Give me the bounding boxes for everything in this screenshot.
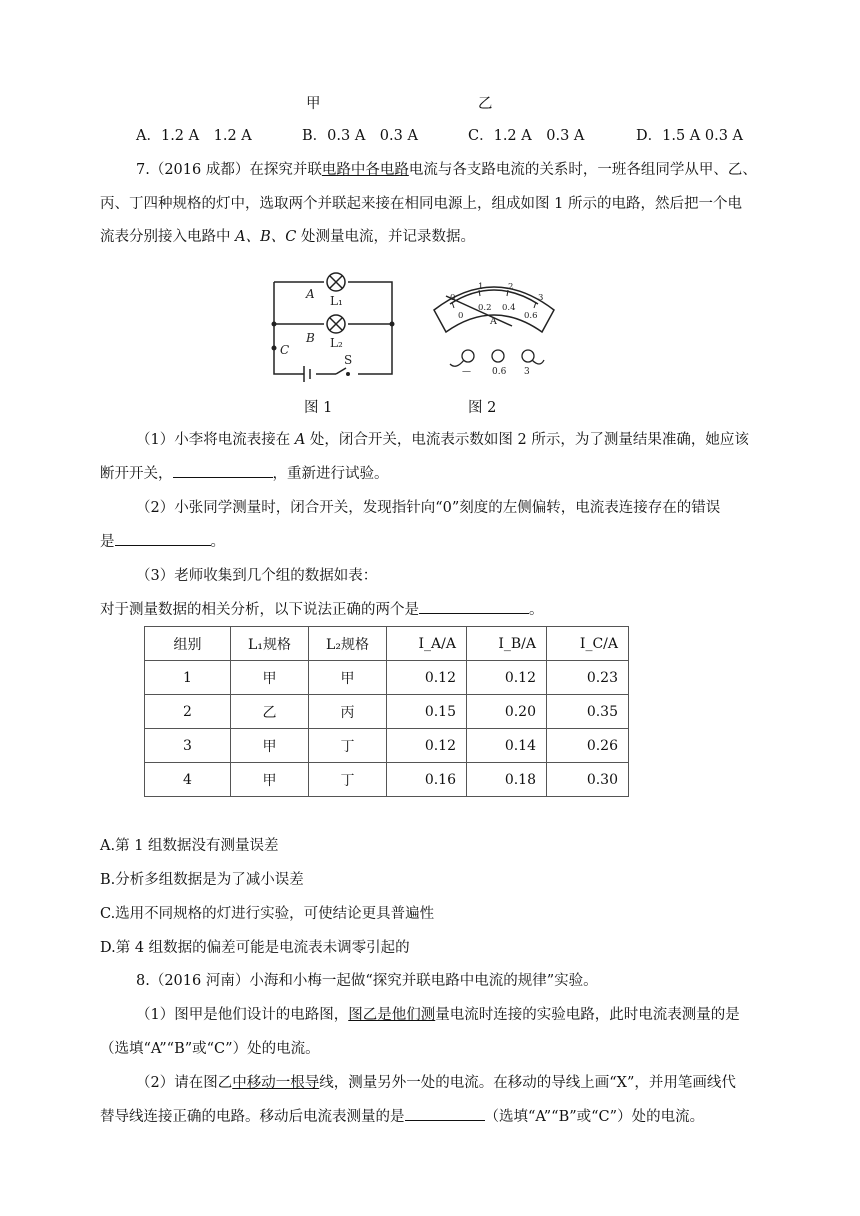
table-cell: 4	[145, 763, 231, 797]
table-cell: 丙	[309, 695, 387, 729]
fig2-scale-bottom-1: 0.2	[478, 303, 492, 313]
fig1-label-B: B	[306, 331, 315, 345]
q7-part1-line1: （1）小李将电流表接在 A 处，闭合开关，电流表示数如图 2 所示，为了测量结果准确，她应该	[136, 432, 749, 448]
q7-stem-line2: 丙、丁四种规格的灯中，选取两个并联起来接在相同电源上，组成如图 1 所示的电路，然后把一个电	[100, 196, 742, 212]
q8-stem: 8.（2016 河南）小海和小梅一起做“探究并联电路中电流的规律”实验。	[136, 973, 598, 989]
figure1-circuit	[266, 268, 406, 386]
q6-option-a: A．1.2 A 1.2 A	[136, 128, 252, 144]
q7-part2-line2: 是 。	[100, 530, 225, 551]
table-cell: 3	[145, 729, 231, 763]
fig2-unit: A	[490, 316, 497, 327]
q7-option-b: B.分析多组数据是为了减小误差	[100, 872, 304, 888]
q7-option-a: A.第 1 组数据没有测量误差	[100, 838, 279, 854]
fig1-label-L2: L₂	[330, 336, 343, 350]
figure2-ammeter	[426, 270, 562, 384]
q6-option-d: D．1.5 A 0.3 A	[636, 128, 744, 144]
data-table	[144, 626, 629, 797]
fig2-scale-top-1: 1	[478, 282, 484, 292]
table-cell: 0.12	[387, 729, 467, 763]
answer-blank-2[interactable]	[115, 531, 211, 546]
q6-option-c: C．1.2 A 0.3 A	[468, 128, 585, 144]
table-cell: 0.30	[547, 763, 629, 797]
fig1-label-C: C	[280, 343, 290, 357]
fig2-scale-top-0: 0	[450, 293, 456, 303]
q6-option-b: B．0.3 A 0.3 A	[302, 128, 418, 144]
fig2-scale-bottom-0: 0	[458, 311, 464, 321]
table-header-cell: I_C/A	[547, 627, 629, 661]
table-cell: 0.16	[387, 763, 467, 797]
table-cell: 2	[145, 695, 231, 729]
answer-blank-3[interactable]	[419, 599, 529, 614]
table-header-cell: 组别	[145, 627, 231, 661]
q7-part3-line2: 对于测量数据的相关分析，以下说法正确的两个是 。	[100, 598, 544, 619]
fig2-terminal-3: 3	[524, 367, 530, 377]
table-row	[145, 695, 629, 729]
q8-part2-line1: （2）请在图乙中移动一根导线，测量另外一处的电流。在移动的导线上画“X”，并用笔画线代	[136, 1075, 736, 1091]
table-header-cell: I_B/A	[467, 627, 547, 661]
table-header-cell: L₁规格	[231, 627, 309, 661]
table-cell: 乙	[231, 695, 309, 729]
q8-part1-line2: （选填“A”“B”或“C”）处的电流。	[100, 1041, 320, 1057]
fig1-label-L1: L₁	[330, 294, 343, 308]
q8-part2-line2: 替导线连接正确的电路。移动后电流表测量的是 （选填“A”“B”或“C”）处的电流。	[100, 1105, 704, 1126]
table-row	[145, 763, 629, 797]
fig2-scale-bottom-2: 0.4	[502, 303, 516, 313]
fig2-terminal-neg: —	[462, 367, 471, 377]
table-cell: 甲	[309, 661, 387, 695]
q7-stem-line3: 流表分别接入电路中 A、B、C 处测量电流，并记录数据。	[100, 229, 475, 245]
fig2-scale-bottom-3: 0.6	[524, 311, 538, 321]
fig1-label-S: S	[344, 353, 353, 367]
table-cell: 0.12	[387, 661, 467, 695]
fig2-scale-top-3: 3	[538, 293, 544, 303]
table-cell: 0.18	[467, 763, 547, 797]
table-cell: 丁	[309, 763, 387, 797]
q8-part1-line1: （1）图甲是他们设计的电路图，图乙是他们测量电流时连接的实验电路，此时电流表测量的是	[136, 1007, 740, 1023]
figure2-caption: 图 2	[468, 400, 497, 416]
q7-stem-line1: 7.（2016 成都）在探究并联电路中各电路电流与各支路电流的关系时，一班各组同学从甲、乙、	[136, 162, 757, 178]
table-header-cell: L₂规格	[309, 627, 387, 661]
fig1-label-A: A	[306, 287, 315, 301]
q7-option-c: C.选用不同规格的灯进行实验，可使结论更具普遍性	[100, 906, 435, 922]
table-row	[145, 661, 629, 695]
table-cell: 0.20	[467, 695, 547, 729]
table-header-cell: I_A/A	[387, 627, 467, 661]
table-cell: 甲	[231, 729, 309, 763]
table-cell: 甲	[231, 661, 309, 695]
caption-jia: 甲	[306, 96, 321, 112]
table-cell: 0.12	[467, 661, 547, 695]
table-cell: 0.15	[387, 695, 467, 729]
table-cell: 1	[145, 661, 231, 695]
table-row	[145, 729, 629, 763]
q7-part1-line2: 断开开关， ，重新进行试验。	[100, 462, 389, 483]
answer-blank-1[interactable]	[173, 463, 273, 478]
table-cell: 甲	[231, 763, 309, 797]
caption-yi: 乙	[478, 96, 493, 112]
table-cell: 0.35	[547, 695, 629, 729]
table-cell: 0.23	[547, 661, 629, 695]
figure1-caption: 图 1	[304, 400, 333, 416]
fig2-terminal-06: 0.6	[492, 367, 507, 377]
fig2-scale-top-2: 2	[508, 282, 514, 292]
q7-part2-line1: （2）小张同学测量时，闭合开关，发现指针向“0”刻度的左侧偏转，电流表连接存在的错误	[136, 500, 721, 516]
table-cell: 0.14	[467, 729, 547, 763]
table-cell: 0.26	[547, 729, 629, 763]
q7-option-d: D.第 4 组数据的偏差可能是电流表未调零引起的	[100, 940, 410, 956]
table-header-row	[145, 627, 629, 661]
table-cell: 丁	[309, 729, 387, 763]
answer-blank-4[interactable]	[405, 1106, 485, 1121]
q7-part3-line1: （3）老师收集到几个组的数据如表：	[136, 568, 378, 584]
